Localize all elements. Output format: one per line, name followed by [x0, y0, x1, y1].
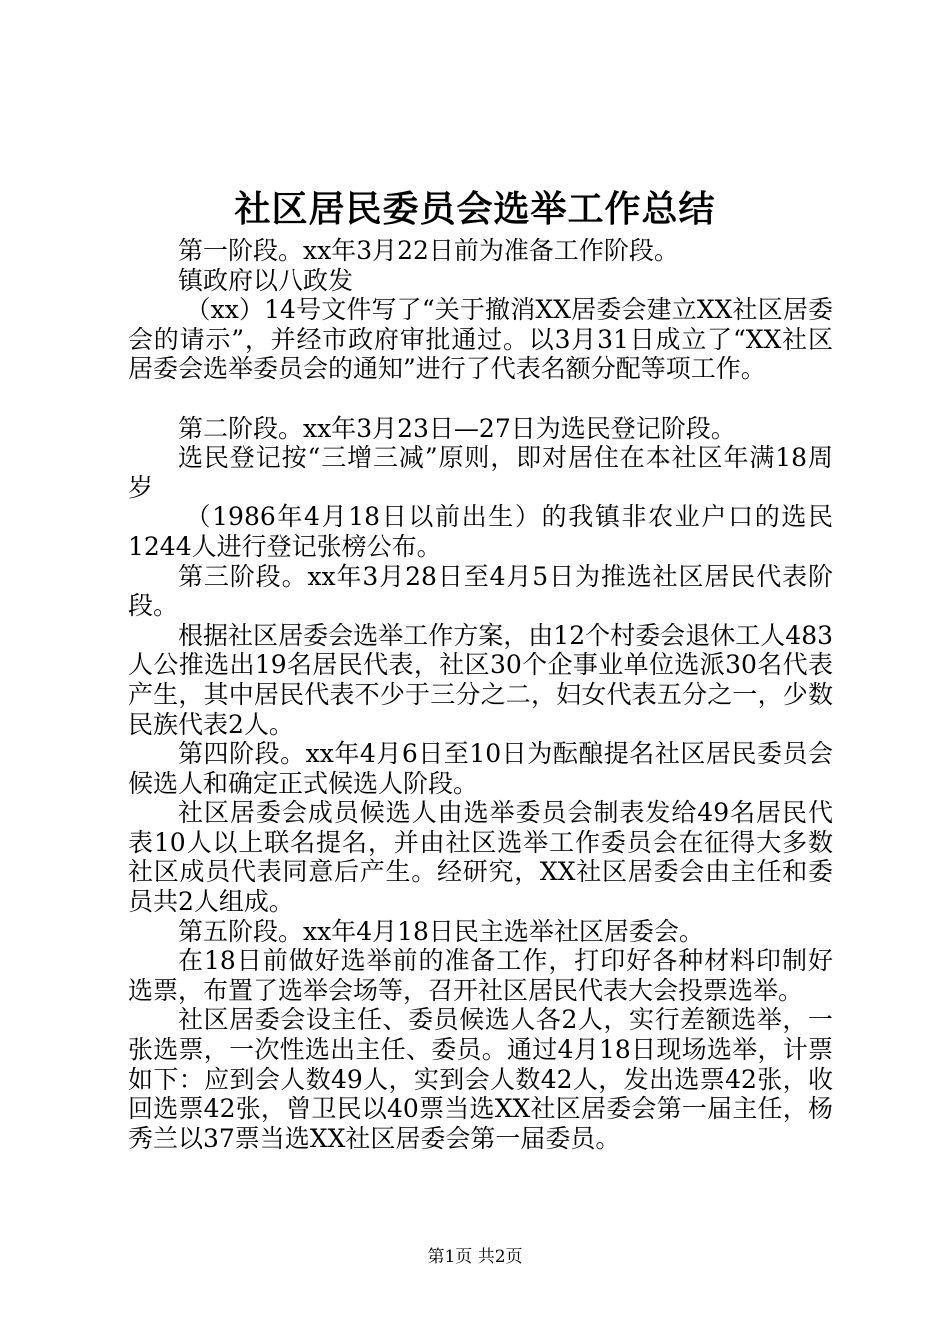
paragraph-candidates: 社区居委会成员候选人由选举委员会制表发给49名居民代表10人以上联名提名，并由社区选举工作委员会在征得大多数社区成员代表同意后产生。经研究，XX社区居委会由主任和委员共2人组成。 [128, 798, 833, 917]
page-number: 第1页 共2页 [427, 1247, 523, 1267]
paragraph-stage-4: 第四阶段。xx年4月6日至10日为酝酿提名社区居民委员会候选人和确定正式候选人阶段。 [128, 739, 833, 798]
document-title: 社区居民委员会选举工作总结 [234, 188, 716, 230]
paragraph-document-notice: （xx）14号文件写了“关于撤消XX居委会建立XX社区居委会的请示”，并经市政府审批通过。以3月31日成立了“XX社区居委会选举委员会的通知”进行了代表名额分配等项工作。 [128, 295, 833, 384]
paragraph-preparation: 在18日前做好选举前的准备工作，打印好各种材料印制好选票，布置了选举会场等，召开社区居民代表大会投票选举。 [128, 946, 833, 1005]
paragraph-representatives: 根据社区居委会选举工作方案，由12个村委会退休工人483人公推选出19名居民代表，社区30个企事业单位选派30名代表产生，其中居民代表不少于三分之二，妇女代表五分之一，少数民族代表2人。 [128, 620, 833, 739]
document-body [128, 236, 833, 1153]
paragraph-stage-2: 第二阶段。xx年3月23日—27日为选民登记阶段。 [178, 413, 736, 443]
paragraph-stage-1: 第一阶段。xx年3月22日前为准备工作阶段。 [178, 236, 679, 265]
paragraph-stage-3: 第三阶段。xx年3月28日至4月5日为推选社区居民代表阶段。 [128, 561, 833, 621]
paragraph-town-government: 镇政府以八政发 [178, 265, 354, 295]
paragraph-voter-registration: 选民登记按“三增三减”原则，即对居住在本社区年满18周岁 [128, 443, 833, 502]
paragraph-spacer [128, 384, 833, 414]
paragraph-voter-count: （1986年4月18日以前出生）的我镇非农业户口的选民1244人进行登记张榜公布。 [128, 502, 833, 561]
paragraph-stage-5: 第五阶段。xx年4月18日民主选举社区居委会。 [178, 916, 704, 946]
paragraph-election-result: 社区居委会设主任、委员候选人各2人，实行差额选举，一张选票，一次性选出主任、委员。通过4月18日现场选举，计票如下：应到会人数49人，实到会人数42人，发出选票42张，收回选票42张，曾卫民以40票当选XX社区居委会第一届主任，杨秀兰以37票当选XX社区居委会第一届委员。 [128, 1005, 833, 1153]
